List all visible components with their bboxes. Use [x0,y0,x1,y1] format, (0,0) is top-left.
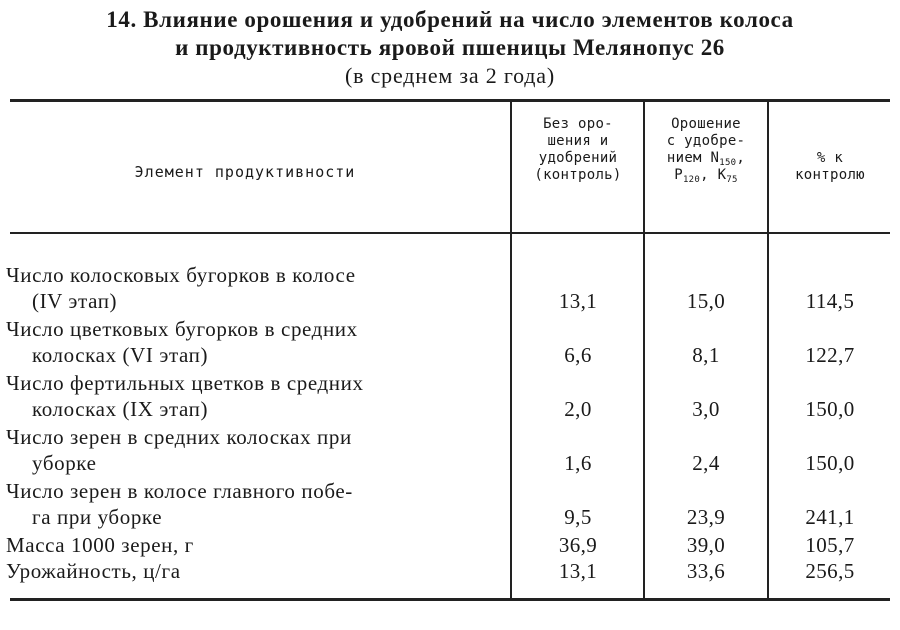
table-cell-irrigated: 23,9 [686,505,726,529]
header-element: Элемент продуктивности [134,163,356,181]
row-label-line: га при уборке [32,505,163,529]
header-percent-line: % к [816,150,844,166]
header-irrigated-line: с удобре- [666,133,746,149]
row-label-line: Урожайность, ц/га [6,559,181,583]
table-cell-percent: 150,0 [805,397,855,421]
table-cell-irrigated: 39,0 [686,533,726,557]
table-title-line1: 14. Влияние орошения и удобрений на число элементов колоса [106,7,794,32]
header-control-line: удобрений [538,150,618,166]
table-cell-irrigated: 2,4 [692,451,720,475]
column-divider-1 [510,102,512,598]
table-row-label [6,370,506,422]
row-label-line: колосках (VI этап) [32,343,209,367]
table-row-label [6,478,506,530]
header-irrigated-n: нием N [666,150,720,166]
table-cell-control: 9,5 [564,505,592,529]
header-irrigated-p-sub: 120 [682,175,701,185]
table-title-line2: и продуктивность яровой пшеницы Мелянопус 26 [175,35,725,60]
table-cell-irrigated: 33,6 [686,559,726,583]
table-cell-percent: 256,5 [805,559,855,583]
column-divider-3 [767,102,769,598]
column-divider-2 [643,102,645,598]
table-cell-control: 2,0 [564,397,592,421]
table-cell-irrigated: 15,0 [686,289,726,313]
row-label-line: Число фертильных цветков в средних [6,371,364,395]
table-cell-percent: 241,1 [805,505,855,529]
table-cell-control: 6,6 [564,343,592,367]
table-cell-control: 36,9 [558,533,598,557]
table-row-label [6,424,506,476]
table-row-label [6,532,506,558]
table-row-label [6,262,506,314]
row-label-line: колосках (IX этап) [32,397,209,421]
row-label-line: Число зерен в колосе главного побе- [6,479,353,503]
row-label-line: Число колосковых бугорков в колосе [6,263,356,287]
table-cell-irrigated: 8,1 [692,343,720,367]
header-irrigated-p: P [674,167,683,183]
table-bottom-rule [10,598,890,601]
table-cell-percent: 150,0 [805,451,855,475]
table-subtitle: (в среднем за 2 года) [345,63,555,88]
header-irrigated-n-sub: 150 [719,158,737,168]
table-cell-control: 1,6 [564,451,592,475]
row-label-line: (IV этап) [32,289,118,313]
header-irrigated-k-sub: 75 [726,175,738,185]
header-percent-line: контролю [795,167,865,183]
table-top-rule [10,99,890,102]
header-control-line: шения и [547,133,609,149]
table-cell-control: 13,1 [558,559,598,583]
header-control [513,116,643,184]
header-irrigated-line: нием $N_{150}$, [666,150,746,168]
table-row-label [6,316,506,368]
table-row-label [6,558,506,584]
header-irrigated-k: , K [700,167,727,183]
header-irrigated-line: Орошение [671,116,741,132]
table-cell-control: 13,1 [558,289,598,313]
table-cell-percent: 122,7 [805,343,855,367]
row-label-line: Масса 1000 зерен, г [6,533,194,557]
table-cell-percent: 105,7 [805,533,855,557]
header-irrigated [646,116,766,184]
header-percent [770,150,890,184]
row-label-line: уборке [32,451,97,475]
header-irrigated-line [646,167,766,184]
table-cell-irrigated: 3,0 [692,397,720,421]
table-cell-percent: 114,5 [805,289,855,313]
header-control-line: Без оро- [543,116,613,132]
header-control-line: (контроль) [534,167,622,183]
row-label-line: Число зерен в средних колосках при [6,425,352,449]
header-bottom-rule [10,232,890,234]
row-label-line: Число цветковых бугорков в средних [6,317,358,341]
